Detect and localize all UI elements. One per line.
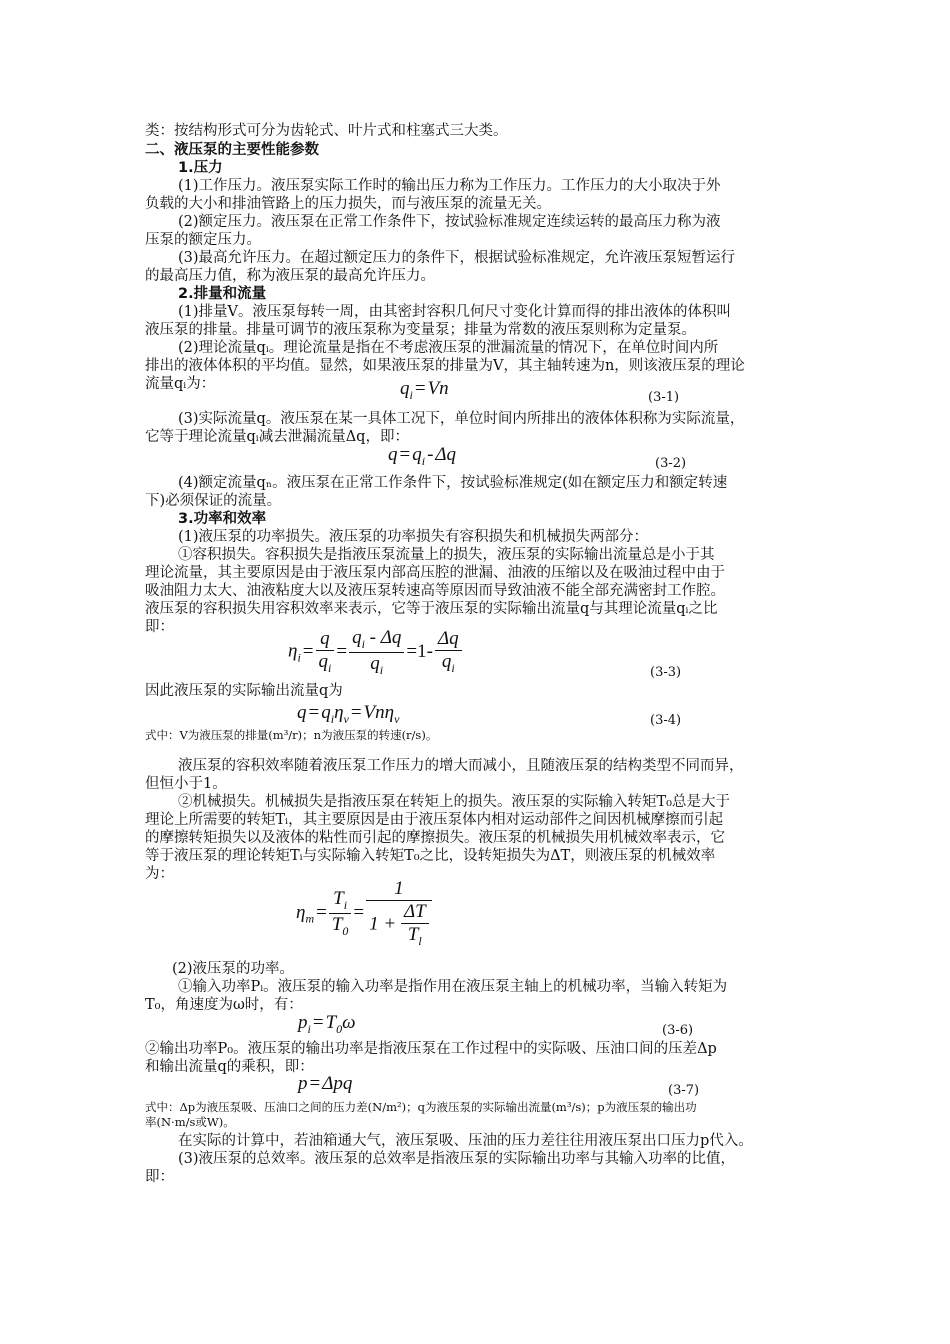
text-line: 吸油阻力太大、油液粘度大以及液压泵转速高等原因而导致油液不能全部充满密封工作腔。 — [145, 583, 725, 599]
text-line: 排出的液体体积的平均值。显然，如果液压泵的排量为V，其主轴转速为n，则该液压泵的理论 — [145, 358, 745, 374]
text-line: ①输入功率Pᵢ。液压泵的输入功率是指作用在液压泵主轴上的机械功率，当输入转矩为 — [178, 979, 728, 995]
equation-number: (3-1) — [648, 390, 680, 405]
equation-3-6: $p_i = T_0\omega$ — [298, 1012, 356, 1036]
text-line: (1)排量V。液压泵每转一周，由其密封容积几何尺寸变化计算而得的排出液体的体积叫 — [178, 304, 732, 320]
equation-number: (3-3) — [650, 665, 682, 680]
text-line: 它等于理论流量qᵢ减去泄漏流量Δq，即： — [145, 429, 409, 445]
text-line: 因此液压泵的实际输出流量q为 — [145, 683, 343, 699]
text-line: (3)实际流量q。液压泵在某一具体工况下，单位时间内所排出的液体体积称为实际流量， — [178, 411, 745, 427]
subsection-heading: 3.功率和效率 — [178, 511, 267, 527]
text-line: 液压泵的排量。排量可调节的液压泵称为变量泵；排量为常数的液压泵则称为定量泵。 — [145, 322, 696, 338]
equation-3-1: $q_i = Vn$ — [400, 378, 449, 402]
text-line: 但恒小于1。 — [145, 776, 227, 792]
text-line: 即： — [145, 619, 174, 635]
subsection-heading: 1.压力 — [178, 160, 223, 176]
equation-number: (3-6) — [662, 1023, 694, 1038]
text-line: (1)液压泵的功率损失。液压泵的功率损失有容积损失和机械损失两部分： — [178, 529, 649, 545]
text-line: ①容积损失。容积损失是指液压泵流量上的损失，液压泵的实际输出流量总是小于其 — [178, 547, 715, 563]
text-line: 类：按结构形式可分为齿轮式、叶片式和柱塞式三大类。 — [145, 123, 508, 139]
equation-number: (3-4) — [650, 713, 682, 728]
text-line: 理论上所需要的转矩Tᵢ，其主要原因是由于液压泵体内相对运动部件之间因机械摩擦而引起 — [145, 812, 724, 828]
equation-3-3: $\eta_i$ = $\frac{q}{q_i}$ = $\frac{q_i - \Delta q}{q_i}$ =1- $\frac{\Delta q}{q_i}$ — [288, 627, 462, 678]
equation-number: (3-2) — [655, 456, 687, 471]
text-line: (3)液压泵的总效率。液压泵的总效率是指液压泵的实际输出功率与其输入功率的比值， — [178, 1151, 736, 1167]
text-line: (3)最高允许压力。在超过额定压力的条件下，根据试验标准规定，允许液压泵短暂运行 — [178, 250, 736, 266]
equation-number: (3-7) — [668, 1083, 700, 1098]
text-line: (2)理论流量qᵢ。理论流量是指在不考虑液压泵的泄漏流量的情况下，在单位时间内所 — [178, 340, 719, 356]
equation-3-4: $q = q_i\eta_v = Vn\eta_v$ — [297, 702, 400, 726]
equation-3-7: p = Δpq — [298, 1073, 353, 1094]
text-line: (2)液压泵的功率。 — [172, 961, 295, 977]
text-line: 液压泵的容积损失用容积效率来表示，它等于液压泵的实际输出流量q与其理论流量qᵢ之比 — [145, 601, 718, 617]
text-line: T₀，角速度为ω时，有： — [145, 997, 303, 1013]
text-line: 即： — [145, 1169, 174, 1185]
text-line: 压泵的额定压力。 — [145, 232, 261, 248]
text-line: 负载的大小和排油管路上的压力损失，而与液压泵的流量无关。 — [145, 196, 551, 212]
subsection-heading: 2.排量和流量 — [178, 286, 267, 302]
text-line: 式中：V为液压泵的排量(m³/r)；n为液压泵的转速(r/s)。 — [145, 728, 438, 742]
text-line: 下)必须保证的流量。 — [145, 493, 282, 509]
text-line: 为： — [145, 866, 174, 882]
text-line: (2)额定压力。液压泵在正常工作条件下，按试验标准规定连续运转的最高压力称为液 — [178, 214, 721, 230]
text-line: ②机械损失。机械损失是指液压泵在转矩上的损失。液压泵的实际输入转矩T₀总是大于 — [178, 794, 730, 810]
text-line: (1)工作压力。液压泵实际工作时的输出压力称为工作压力。工作压力的大小取决于外 — [178, 178, 721, 194]
text-line: 理论流量，其主要原因是由于液压泵内部高压腔的泄漏、油液的压缩以及在吸油过程中由于 — [145, 565, 725, 581]
text-line: 的摩擦转矩损失以及液体的粘性而引起的摩擦损失。液压泵的机械损失用机械效率表示，它 — [145, 830, 725, 846]
text-line: 液压泵的容积效率随着液压泵工作压力的增大而减小，且随液压泵的结构类型不同而异， — [178, 758, 744, 774]
text-line: ②输出功率P₀。液压泵的输出功率是指液压泵在工作过程中的实际吸、压油口间的压差Δp — [145, 1041, 717, 1057]
section-heading: 二、液压泵的主要性能参数 — [145, 142, 319, 158]
text-line: 等于液压泵的理论转矩Tᵢ与实际输入转矩T₀之比，设转矩损失为ΔT，则液压泵的机械效率 — [145, 848, 716, 864]
text-line: 率(N·m/s或W)。 — [145, 1115, 235, 1129]
text-line: 的最高压力值，称为液压泵的最高允许压力。 — [145, 268, 435, 284]
equation-mechanical-efficiency: $\eta_m$ = $\frac{T_i}{T_0}$ = 1 1 + $\frac{\Delta T}{T_l}$ — [296, 878, 432, 949]
text-line: (4)额定流量qₙ。液压泵在正常工作条件下，按试验标准规定(如在额定压力和额定转速 — [178, 475, 728, 491]
equation-3-2: $q = q_i - \Delta q$ — [388, 444, 457, 468]
text-line: 在实际的计算中，若油箱通大气，液压泵吸、压油的压力差往往用液压泵出口压力p代入。 — [178, 1133, 753, 1149]
text-line: 式中：Δp为液压泵吸、压油口之间的压力差(N/m²)；q为液压泵的实际输出流量(m³/s)；p为液压泵的输出功 — [145, 1100, 697, 1114]
text-line: 和输出流量q的乘积，即： — [145, 1059, 314, 1075]
text-line: 流量qᵢ为： — [145, 376, 216, 392]
